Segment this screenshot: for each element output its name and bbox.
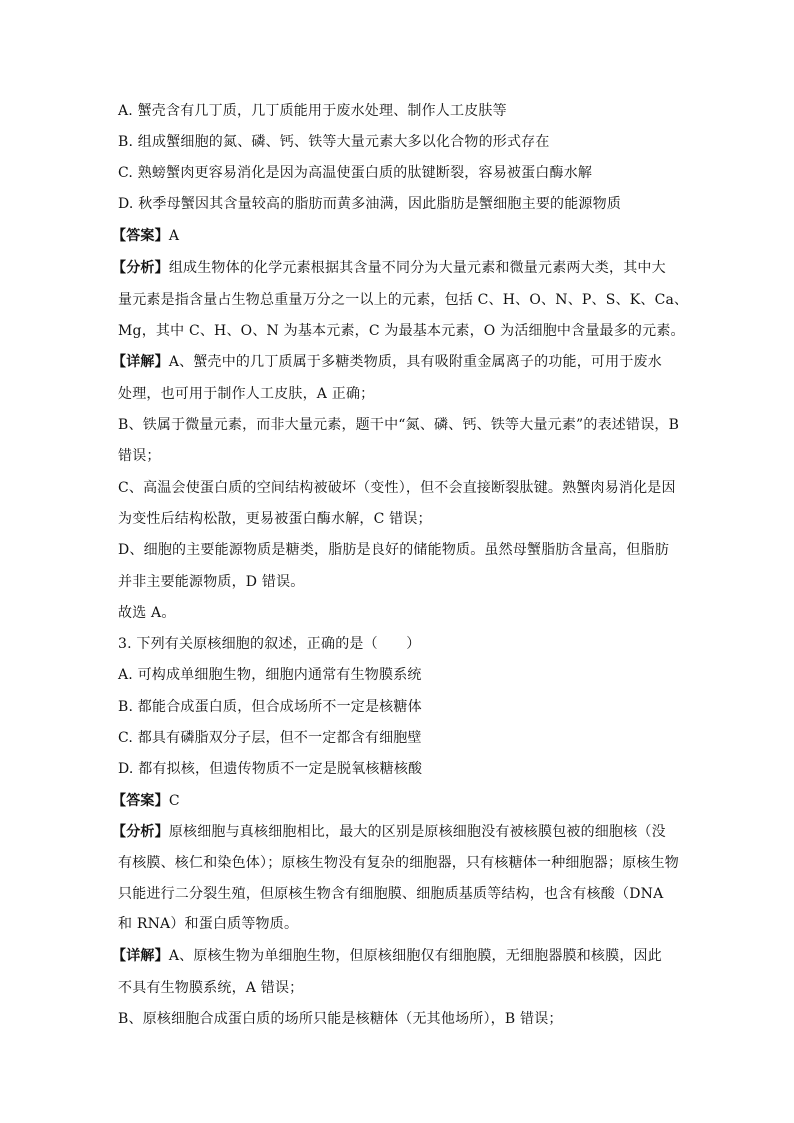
q2-option-a: A. 蟹壳含有几丁质，几丁质能用于废水处理、制作人工皮肤等: [118, 103, 507, 119]
q3-answer-value: C: [168, 793, 180, 809]
q3-detail-text-1: A、原核生物为单细胞生物，但原核细胞仅有细胞膜，无细胞器膜和核膜，因此: [168, 948, 662, 964]
q2-detail-line-2: 处理，也可用于制作人工皮肤，A 正确；: [118, 386, 375, 402]
q2-conclusion: 故选 A。: [118, 605, 176, 621]
q2-answer-tag: 【答案】: [112, 228, 169, 244]
q3-option-c: C. 都具有磷脂双分子层，但不一定都含有细胞壁: [118, 730, 422, 746]
q2-detail-line-6: 为变性后结构松散，更易被蛋白酶水解，C 错误；: [118, 511, 432, 527]
q3-answer-line: [112, 791, 180, 811]
q2-detail-line-8: 并非主要能源物质，D 错误。: [118, 574, 305, 590]
q3-option-d: D. 都有拟核，但遗传物质不一定是脱氧核糖核酸: [118, 761, 423, 777]
q3-analysis-line-1: [112, 822, 666, 842]
q3-detail-tag: 【详解】: [112, 948, 169, 964]
q3-option-a: A. 可构成单细胞生物，细胞内通常有生物膜系统: [118, 667, 422, 683]
q2-answer-value: A: [168, 228, 180, 244]
q2-option-b: B. 组成蟹细胞的氮、磷、钙、铁等大量元素大多以化合物的形式存在: [118, 134, 550, 150]
q3-detail-line-3: B、原核细胞合成蛋白质的场所只能是核糖体（无其他场所），B 错误；: [118, 1011, 563, 1027]
q3-answer-tag: 【答案】: [112, 793, 169, 809]
q3-stem: 3. 下列有关原核细胞的叙述，正确的是（ ）: [118, 636, 421, 652]
q3-analysis-text-1: 原核细胞与真核细胞相比，最大的区别是原核细胞没有被核膜包被的细胞核（没: [168, 824, 666, 840]
q2-answer-line: [112, 226, 179, 246]
q2-detail-line-1: [112, 352, 662, 372]
q3-analysis-line-2: 有核膜、核仁和染色体）；原核生物没有复杂的细胞器，只有核糖体一种细胞器；原核生物: [118, 855, 679, 871]
q2-detail-line-7: D、细胞的主要能源物质是糖类，脂肪是良好的储能物质。虽然母蟹脂肪含量高，但脂肪: [118, 542, 670, 558]
q2-option-c: C. 熟螃蟹肉更容易消化是因为高温使蛋白质的肽键断裂，容易被蛋白酶水解: [118, 165, 593, 181]
q2-detail-line-5: C、高温会使蛋白质的空间结构被破坏（变性），但不会直接断裂肽键。熟蟹肉易消化是因: [118, 480, 676, 496]
q2-detail-text-1: A、蟹壳中的几丁质属于多糖类物质，具有吸附重金属离子的功能，可用于废水: [168, 354, 662, 370]
q3-analysis-tag: 【分析】: [112, 824, 169, 840]
q3-option-b: B. 都能合成蛋白质，但合成场所不一定是核糖体: [118, 699, 422, 715]
q3-analysis-line-3: 只能进行二分裂生殖，但原核生物含有细胞膜、细胞质基质等结构，也含有核酸（DNA: [118, 886, 664, 902]
q2-analysis-text-1: 组成生物体的化学元素根据其含量不同分为大量元素和微量元素两大类，其中大: [168, 260, 666, 276]
q2-analysis-line-2: 量元素是指含量占生物总重量万分之一以上的元素，包括 C、H、O、N、P、S、K、Ca、: [118, 292, 689, 308]
q2-detail-line-4: 错误；: [118, 448, 161, 464]
q2-option-d: D. 秋季母蟹因其含量较高的脂肪而黄多油满，因此脂肪是蟹细胞主要的能源物质: [118, 196, 622, 212]
q3-analysis-line-4: 和 RNA）和蛋白质等物质。: [118, 916, 299, 932]
q2-analysis-line-3: Mg，其中 C、H、O、N 为基本元素，C 为最基本元素，O 为活细胞中含量最多的元素。: [118, 323, 685, 339]
q3-detail-line-1: [112, 946, 662, 966]
q3-detail-line-2: 不具有生物膜系统，A 错误；: [118, 980, 304, 996]
q2-analysis-line-1: [112, 258, 666, 278]
q2-analysis-tag: 【分析】: [112, 260, 169, 276]
q2-detail-tag: 【详解】: [112, 354, 169, 370]
q2-detail-line-3: B、铁属于微量元素，而非大量元素，题干中“氮、磷、钙、铁等大量元素”的表述错误，B: [118, 417, 680, 433]
